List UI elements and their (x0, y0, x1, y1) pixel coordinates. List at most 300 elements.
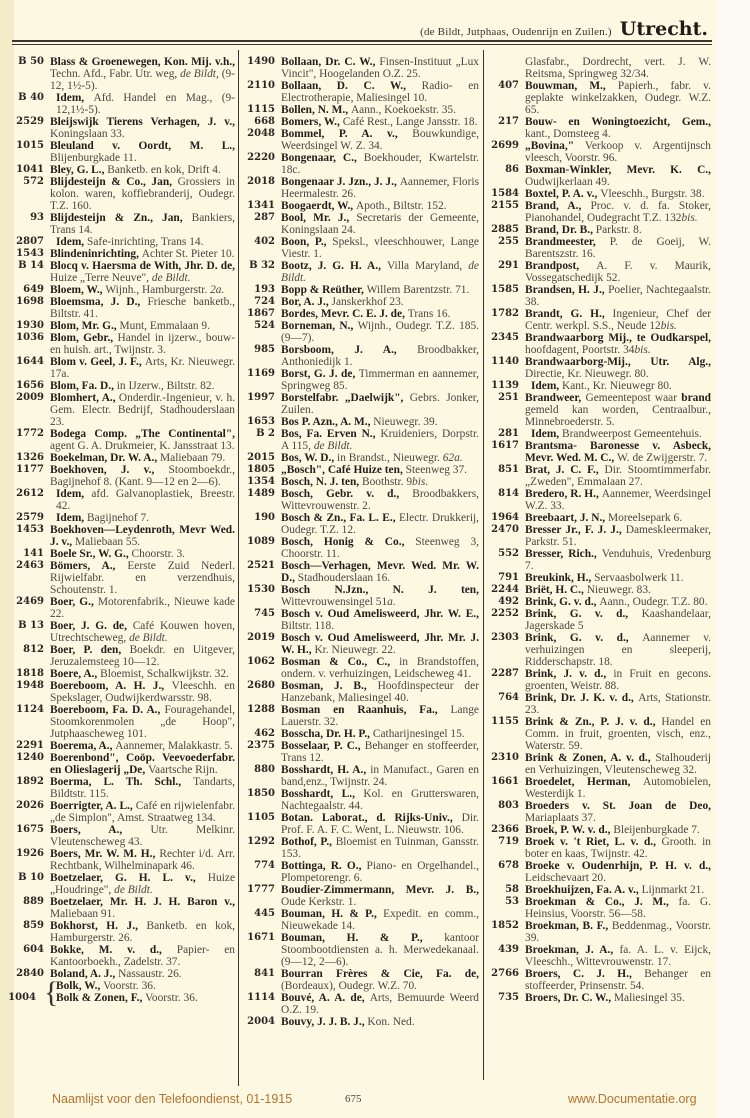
directory-entry (487, 200, 711, 224)
directory-entry (4, 116, 235, 140)
directory-entry (487, 944, 711, 968)
entry-name: Bouw- en Woningtoezicht, Gem., (525, 116, 711, 128)
footer-source: Naamlijst voor den Telefoondienst, 01-1915 (52, 1092, 293, 1106)
phone-number: 1653 (247, 416, 275, 427)
phone-number: 2291 (16, 740, 44, 751)
entry-text (525, 884, 711, 896)
entry-details: Afd. Handel en Mag., (9-12,1½-5). (56, 92, 235, 116)
entry-name: Bosch & Zn., Fa. L. E., (281, 512, 400, 524)
entry-name: Bosch, Gebr. v. d., (281, 488, 413, 500)
directory-entry (243, 728, 479, 740)
directory-entry (4, 488, 235, 512)
entry-details: Nieuwegr. 39. (373, 416, 438, 428)
entry-details: Moreelsepark 6. (608, 512, 683, 524)
phone-number: 1671 (247, 932, 275, 943)
phone-number: 678 (498, 860, 519, 871)
entry-details: Bleijenburgkade 7. (613, 824, 700, 836)
phone-number: 889 (23, 896, 44, 907)
entry-details: Hoofdinspecteur der Hanzebank, Maliesingel 40. (281, 680, 479, 704)
entry-name: Bloemsma, J. D., (50, 296, 148, 308)
entry-text (50, 548, 235, 560)
phone-number: 880 (254, 764, 275, 775)
phone-number: 2009 (16, 392, 44, 403)
entry-text (281, 104, 479, 116)
entry-details: Munt, Emmalaan 9. (119, 320, 210, 332)
entry-details: Vleeschh. en Spekslager, Oudwijkerdwarsstr. 98. (50, 680, 236, 704)
entry-details: Blijenburgkade 11. (50, 152, 137, 164)
entry-text (525, 428, 711, 440)
entry-locality: 2a. (210, 284, 225, 296)
entry-name: Bollaan, Dr. C. W., (281, 56, 380, 68)
phone-number: 1288 (247, 704, 275, 715)
entry-details: Voorstr. 36. (145, 992, 198, 1004)
entry-details: Nassaustr. 26. (118, 968, 182, 980)
entry-name: Blom, Mr. G., (50, 320, 120, 332)
phone-number: 1041 (16, 164, 44, 175)
entry-text (525, 308, 711, 332)
directory-entry (4, 740, 235, 752)
entry-details: Onderdir.-Ingenieur, v. h. Gem. Electr. Bedrijf, Stadhouderslaan 23. (50, 392, 235, 428)
header-city: Utrecht. (619, 18, 708, 40)
entry-name: Broedelet, Herman, (525, 776, 643, 788)
entry-details: Motorenfabrik., Nieuwe kade 22. (50, 596, 235, 620)
directory-entry (243, 512, 479, 536)
entry-text (50, 392, 235, 428)
phone-number: 668 (254, 116, 275, 127)
entry-details: Huize „Houdringe", (50, 872, 235, 896)
column-1 (4, 56, 236, 1009)
entry-details: Steenweg 3, Choorstr. 11. (281, 536, 479, 560)
entry-name: Bouvy, J. J. B. J., (281, 1016, 368, 1028)
directory-entry (487, 236, 711, 260)
entry-name: Bosch v. Oud Amelisweerd, Jhr. W. E., (281, 608, 479, 620)
phone-number: B 13 (18, 620, 44, 631)
entry-name: Bopp & Reüther, (281, 284, 367, 296)
entry-text (281, 536, 479, 560)
directory-entry (4, 176, 235, 212)
phone-number: 851 (498, 464, 519, 475)
directory-entry (243, 932, 479, 968)
entry-name: Bool, Mr. J., (281, 212, 357, 224)
entry-name: Brink, Dr. J. K. v. d., (525, 692, 639, 704)
entry-details: gemeld kan worden, Centraalbur., Minnebroederstr. 5. (525, 404, 711, 428)
entry-details: Aannemer, Malakkastr. 5. (115, 740, 233, 752)
directory-entry (243, 308, 479, 320)
directory-entry (243, 260, 479, 284)
entry-text (50, 740, 235, 752)
directory-entry (243, 608, 479, 632)
directory-entry (4, 284, 235, 296)
entry-text (50, 464, 235, 488)
entry-locality: de Bildt. (129, 632, 168, 644)
directory-entry (4, 976, 235, 1009)
phone-number: 1997 (247, 392, 275, 403)
entry-text (525, 944, 711, 968)
entry-text (525, 692, 711, 716)
entry-text (50, 524, 235, 548)
entry-text (525, 572, 711, 584)
phone-number: 745 (254, 608, 275, 619)
phone-number: 1772 (16, 428, 44, 439)
entry-name: Bley, G. L., (50, 164, 108, 176)
phone-number: 985 (254, 344, 275, 355)
entry-name: Bresser, Rich., (525, 548, 602, 560)
entry-text (281, 488, 479, 512)
directory-entry (487, 548, 711, 572)
phone-number: 190 (254, 512, 275, 523)
entry-details: Servaasbolwerk 11. (594, 572, 684, 584)
entry-details: Aannemer, Weerdsingel W.Z. 33. (525, 488, 711, 512)
entry-text (50, 164, 235, 176)
entry-text (50, 620, 235, 644)
entry-details: Radio- en Electrotherapie, Maliesingel 10. (281, 80, 479, 104)
entry-text (525, 524, 711, 548)
entry-name: Brandsen, H. J., (525, 284, 609, 296)
entry-text (525, 896, 711, 920)
entry-name: Brink, G. v. d., (525, 608, 642, 620)
phone-number: 53 (505, 896, 519, 907)
entry-name: Boerrigter, A. L., (50, 800, 136, 812)
directory-entry (4, 452, 235, 464)
directory-entry (243, 344, 479, 368)
entry-name: Bosman & Co., C., (281, 656, 400, 668)
phone-number: 2579 (16, 512, 44, 523)
directory-entry (243, 764, 479, 788)
entry-details: fa. G. Heinsius, Voorstr. 56—58. (525, 896, 711, 920)
phone-number: 402 (254, 236, 275, 247)
directory-entry (4, 296, 235, 320)
phone-number: 1177 (16, 464, 44, 475)
entry-text (281, 512, 479, 536)
directory-entry (243, 992, 479, 1016)
entry-details: Maliesingel 35. (613, 992, 685, 1004)
entry-text (525, 392, 711, 428)
header-rule-thin (12, 44, 712, 45)
footer-website[interactable]: www.Documentatie.org (568, 1092, 697, 1106)
phone-number: 2766 (491, 968, 519, 979)
entry-name: Brandwaarborg Mij., te Oudkarspel, (525, 332, 711, 344)
entry-details: Aannemer, Floris Heermalestr. 26. (281, 176, 479, 200)
phone-number: 287 (254, 212, 275, 223)
phone-number: 193 (254, 284, 275, 295)
entry-name: Bloem, W., (50, 284, 106, 296)
entry-text (525, 236, 711, 260)
entry-text (281, 296, 479, 308)
entry-details: Stalhouderij en Verhuizingen, Vleutenscheweg 32. (525, 752, 711, 776)
entry-name: Bleuland v. Oordt, M. L., (50, 140, 235, 152)
directory-entry (487, 512, 711, 524)
entry-details: Rechter i/d. Arr. Rechtbank, Wilhelminapark 46. (50, 848, 235, 872)
phone-number: 1948 (16, 680, 44, 691)
directory-entry (4, 752, 235, 776)
entry-text (50, 896, 235, 920)
entry-details: Wijnh., Oudegr. T.Z. 185. (9—7). (281, 320, 480, 344)
entry-name: Bolk, W., (56, 980, 104, 992)
entry-text (281, 152, 479, 176)
directory-entry (487, 752, 711, 776)
entry-name: Bresser Jr., F. J. J., (525, 524, 626, 536)
phone-number: 2680 (247, 680, 275, 691)
entry-name: Blomhert, A., (50, 392, 119, 404)
phone-number: B 50 (18, 56, 44, 67)
entry-name: Brink, G. v. d., (525, 632, 643, 644)
entry-details: Maliebaan 91. (50, 908, 116, 920)
entry-text (525, 116, 711, 140)
entry-text (525, 224, 711, 236)
entry-name: Broers, Dr. C. W., (525, 992, 614, 1004)
directory-entry (243, 416, 479, 428)
entry-locality: a. (387, 596, 396, 608)
phone-number: 1105 (247, 812, 275, 823)
directory-entry (487, 992, 711, 1004)
phone-number: 2018 (247, 176, 275, 187)
entry-name: Borneman, N., (281, 320, 358, 332)
phone-number: 572 (23, 176, 44, 187)
entry-text (525, 164, 711, 188)
directory-entry (4, 356, 235, 380)
entry-details: Bagijnehof 7. (87, 512, 150, 524)
entry-name: Brink, G. v. d., (525, 596, 600, 608)
entry-name: Idem, (56, 236, 88, 248)
entry-details: W. de Zwijgerstr. 7. (617, 452, 708, 464)
entry-name: Idem, (56, 488, 92, 500)
entry-text (281, 608, 479, 632)
entry-name: Brat, J. C. F., (525, 464, 605, 476)
phone-number: 735 (498, 992, 519, 1003)
directory-entry (243, 584, 479, 608)
phone-number: 1089 (247, 536, 275, 547)
entry-name: Idem, (56, 512, 88, 524)
entry-text (525, 824, 711, 836)
phone-number: 1489 (247, 488, 275, 499)
entry-text (525, 800, 711, 824)
entry-details: Fouragehandel, Stoomkorenmolen „de Hoop", Jutphaascheweg 101. (50, 704, 235, 740)
phone-number: 1169 (247, 368, 275, 379)
entry-details: Grooth. in boter en kaas, Twijnstr. 42. (525, 836, 711, 860)
entry-details: Boekhouder, Kwartelstr. 18c. (281, 152, 479, 176)
directory-entry (4, 596, 235, 620)
entry-text (525, 836, 711, 860)
entry-locality: bis. (412, 476, 429, 488)
directory-entry (243, 860, 479, 884)
entry-name: Boereboom, A. H. J., (50, 680, 172, 692)
directory-entry (487, 596, 711, 608)
entry-name: Broekhuijzen, Fa. A. v., (525, 884, 642, 896)
directory-entry (243, 176, 479, 200)
entry-name: Brink & Zn., P. J. v. d., (525, 716, 662, 728)
entry-text (525, 632, 711, 668)
entry-details: fa. A. L. v. Eijck, Vleeschh., Wittevrouwenstr. 17. (525, 944, 711, 968)
entry-text (281, 308, 479, 320)
phone-number: 2807 (16, 236, 44, 247)
directory-entry (487, 824, 711, 836)
phone-number: 462 (254, 728, 275, 739)
directory-entry (4, 968, 235, 980)
entry-details: hoofdagent, Poortstr. 34 (525, 344, 635, 356)
entry-details: Huize „Terre Neuve", (50, 272, 152, 284)
entry-details: Broodbakker, Anthoniedijk 1. (281, 344, 479, 368)
entry-name: Bosshardt, L., (281, 788, 364, 800)
directory-entry (487, 428, 711, 440)
entry-name: Bosscha, Dr. H. P., (281, 728, 373, 740)
entry-details: kant., Domsteeg 4. (525, 128, 611, 140)
entry-details: Achter St. Pieter 10. (141, 248, 235, 260)
phone-number: 2885 (491, 224, 519, 235)
entry-details: Ingenieur, Chef der Centr. werkpl. S.S., Neude 12 (525, 308, 711, 332)
directory-entry (243, 104, 479, 116)
phone-number: 1543 (16, 248, 44, 259)
entry-name: Blocq v. Haersma de With, Jhr. D. de, (50, 260, 235, 272)
entry-name: Boekhoven—Leydenroth, Mevr Wed. J. v., (50, 524, 235, 548)
directory-entry (487, 632, 711, 668)
entry-text (50, 872, 235, 896)
entry-name: Broekman, B. F., (525, 920, 612, 932)
entry-text (50, 452, 235, 464)
entry-details: agent G. A. Drukmeier, K. Jansstraat 13. (50, 440, 235, 452)
directory-entry (243, 152, 479, 176)
directory-entry (487, 716, 711, 752)
entry-name: Broekman & Co., J. M., (525, 896, 679, 908)
phone-number: 859 (23, 920, 44, 931)
phone-number: 1656 (16, 380, 44, 391)
entry-text (281, 128, 479, 152)
phone-number: 1850 (247, 788, 275, 799)
entry-text (281, 368, 479, 392)
entry-text (281, 464, 479, 476)
directory-entry (243, 392, 479, 416)
entry-name: Bosch, Honig & Co., (281, 536, 416, 548)
entry-text (281, 992, 479, 1016)
entry-details: Glasfabr., Dordrecht, vert. J. W. Reitsma, Springweg 32/34. (525, 56, 711, 80)
phone-number: 2463 (16, 560, 44, 571)
entry-name: Boetzelaer, G. H. L. v., (50, 872, 208, 884)
entry-name: Borsboom, J. A., (281, 344, 418, 356)
entry-name: Boerema, A., (50, 740, 116, 752)
directory-entry (243, 812, 479, 836)
entry-text (281, 860, 479, 884)
directory-entry (4, 56, 235, 92)
entry-details: Expedit. en comm., Nieuwekade 14. (281, 908, 479, 932)
entry-text (281, 932, 479, 968)
entry-details: in Brandst., Nieuwegr. (337, 452, 443, 464)
entry-text (50, 512, 235, 524)
entry-locality: bis. (660, 320, 677, 332)
directory-entry (243, 884, 479, 908)
entry-text (281, 728, 479, 740)
entry-name: Blom v. Geel, J. F., (50, 356, 145, 368)
entry-details: Bankiers, Trans 14. (50, 212, 235, 236)
entry-name: Brandweer, (525, 392, 586, 404)
entry-text (525, 200, 711, 224)
entry-text (50, 284, 235, 296)
directory-entry (4, 620, 235, 644)
entry-text (50, 140, 235, 164)
phone-number: 1036 (16, 332, 44, 343)
directory-entry (243, 632, 479, 656)
directory-entry (4, 380, 235, 392)
directory-entry (487, 884, 711, 896)
phone-number: 2529 (16, 116, 44, 127)
entry-details: Steenweg 37. (405, 464, 468, 476)
phone-number: 774 (254, 860, 275, 871)
entry-text (50, 488, 235, 512)
directory-entry (243, 80, 479, 104)
directory-entry (487, 80, 711, 116)
phone-number: 1661 (491, 776, 519, 787)
entry-locality: bis. (681, 212, 698, 224)
directory-entry (487, 56, 711, 80)
entry-name: Bosselaar, P. C., (281, 740, 365, 752)
entry-name: Bos, Fa. Erven N., (281, 428, 381, 440)
entry-name: Boer, P. den, (50, 644, 130, 656)
phone-number: 803 (498, 800, 519, 811)
phone-number: 439 (498, 944, 519, 955)
entry-name: Broers, C. J. H., (525, 968, 645, 980)
phone-number: 2048 (247, 128, 275, 139)
entry-name: Bouman, H. & P., (281, 932, 445, 944)
entry-name: Idem, (531, 380, 563, 392)
entry-name: Brink & Zonen, A. v. d., (525, 752, 656, 764)
entry-text (281, 116, 479, 128)
directory-entry (243, 704, 479, 728)
directory-entry (243, 296, 479, 308)
phone-number: 2303 (491, 632, 519, 643)
directory-entry (243, 908, 479, 932)
entry-details: Oude Kerkstr. 1. (281, 896, 357, 908)
entry-name: Broeders v. St. Joan de Deo, (525, 800, 711, 812)
entry-text (281, 260, 479, 284)
entry-text (525, 56, 711, 80)
entry-details: Techn. Afd., Fabr. Utr. weg, (50, 68, 181, 80)
directory-entry (487, 692, 711, 716)
entry-details: Kant., Kr. Nieuwegr 80. (562, 380, 672, 392)
directory-entry (487, 392, 711, 428)
phone-number: 255 (498, 236, 519, 247)
entry-text (281, 680, 479, 704)
entry-name: Bouvé, A. A. de, (281, 992, 370, 1004)
entry-details: Papierh., fabr. v. geplakte winkelzakken, Oudegr. W.Z. 65. (525, 80, 711, 116)
entry-text (281, 656, 479, 680)
entry-details: A. F. v. Maurik, Vossegatschedijk 52. (525, 260, 711, 284)
entry-name: Bosman en Raanhuis, Fa., (281, 704, 451, 716)
entry-name: Bollaan, D. C. W., (281, 80, 422, 92)
phone-number: 407 (498, 80, 519, 91)
entry-details: P. de Goeij, W. Barentszstr. 16. (525, 236, 711, 260)
phone-number: 2244 (491, 584, 519, 595)
directory-entry (243, 788, 479, 812)
directory-entry (487, 140, 711, 164)
entry-details: (9-12, 1½-5). (50, 68, 235, 92)
entry-details: Voorstr. 36. (103, 980, 156, 992)
entry-name: Bolk & Zonen, F., (56, 992, 146, 1004)
entry-name: Broekman, J. A., (525, 944, 620, 956)
entry-name: Bourran Frères & Cie, Fa. de, (281, 968, 479, 980)
directory-entry (487, 776, 711, 800)
directory-entry (243, 476, 479, 488)
entry-text (281, 908, 479, 932)
entry-details: Safe-inrichting, Trans 14. (87, 236, 204, 248)
entry-name: Bongenaar J. Jzn., J. J., (281, 176, 400, 188)
entry-details: Stadhouderslaan 16. (297, 572, 391, 584)
phone-number: 1698 (16, 296, 44, 307)
directory-entry (487, 860, 711, 884)
entry-details: Grossiers in kolon. waren, koffiebranderij, Oudegr. T.Z. 160. (50, 176, 235, 212)
entry-text (525, 188, 711, 200)
entry-name: Breukink, H., (525, 572, 595, 584)
directory-entry (243, 428, 479, 452)
entry-name: Bouman, H. & P., (281, 908, 384, 920)
directory-entry (487, 380, 711, 392)
